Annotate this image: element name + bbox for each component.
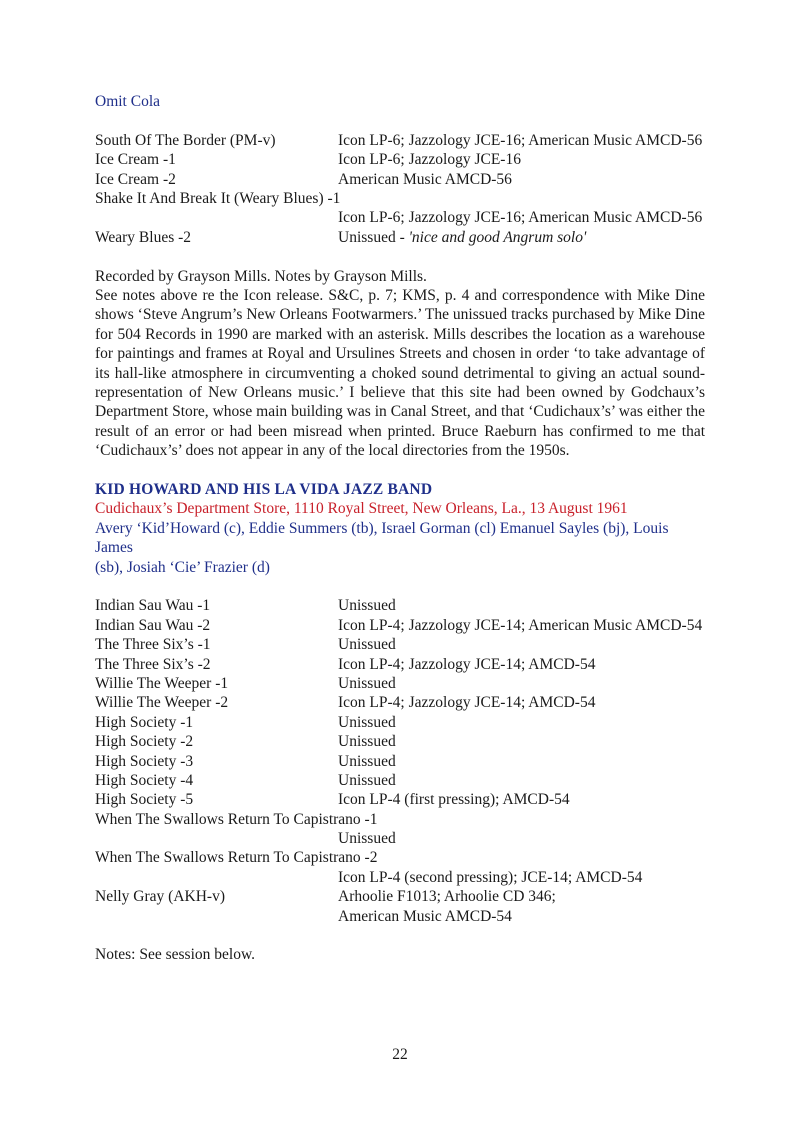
track-title: Shake It And Break It (Weary Blues) -1: [95, 189, 341, 207]
track-title: Nelly Gray (AKH-v): [95, 888, 225, 906]
track-title: [95, 868, 338, 887]
issue-prefix: Unissued -: [338, 228, 409, 246]
track-issue: Unissued: [338, 771, 396, 789]
track-issue: Icon LP-6; Jazzology JCE-16: [338, 151, 521, 169]
session-notes-short: Notes: See session below.: [95, 946, 256, 964]
track-row: [95, 150, 705, 169]
track-issue: Arhoolie F1013; Arhoolie CD 346;: [338, 888, 556, 906]
track-row: [95, 596, 705, 615]
track-issue: Unissued: [338, 674, 396, 692]
notes-paragraph: See notes above re the Icon release. S&C, p. 7; KMS, p. 4 and correspondence with Mike Dine shows ‘Steve Angrum’s New Orleans Footwarmers.’ The unissued tracks purchased by Mike Dine for 504 Records in 1990 are marked with an asterisk. Mills describes the location as a warehouse for paintings and frames at Royal and Ursulines Streets and chosen in order ‘to take advantage of its hall-like atmosphere in circumventing a choked sound detrimental to giving an actual sound-representation of New Orleans music.’ I believe that this site had been owned by Godchaux’s Department Store, whose main building was in Canal Street, and that ‘Cudichaux’s’ was either the result of an error or had been misread when printed. Bruce Raeburn has confirmed to me that ‘Cudichaux’s’ does not appear in any of the local directories from the 1950s.: [95, 286, 705, 460]
track-row: [95, 170, 705, 189]
track-title: Ice Cream -2: [95, 170, 176, 188]
track-title: The Three Six’s -2: [95, 655, 211, 673]
track-row: [95, 848, 705, 867]
track-row: [95, 907, 705, 926]
recorded-by: Recorded by Grayson Mills. Notes by Grayson Mills.: [95, 267, 427, 285]
personnel-line: (sb), Josiah ‘Cie’ Frazier (d): [95, 558, 270, 576]
track-list-session2: [95, 596, 705, 926]
band-heading: KID HOWARD AND HIS LA VIDA JAZZ BAND: [95, 480, 433, 498]
track-issue: Icon LP-4; Jazzology JCE-14; AMCD-54: [338, 655, 596, 673]
track-title: High Society -1: [95, 713, 194, 731]
session-notes: [95, 267, 705, 461]
track-title: Indian Sau Wau -2: [95, 616, 211, 634]
track-row: [95, 131, 705, 150]
track-row: [95, 713, 705, 732]
omit-note: Omit Cola: [95, 93, 161, 110]
track-issue: Icon LP-4 (first pressing); AMCD-54: [338, 791, 570, 809]
track-issue: Unissued: [338, 752, 396, 770]
track-issue: American Music AMCD-54: [338, 907, 512, 925]
track-issue: American Music AMCD-56: [338, 170, 512, 188]
track-title: Ice Cream -1: [95, 151, 176, 169]
track-title: High Society -5: [95, 791, 194, 809]
track-row: [95, 810, 705, 829]
track-row: [95, 829, 705, 848]
track-list-session1: [95, 131, 705, 247]
track-row: [95, 674, 705, 693]
track-issue: Unissued: [338, 733, 396, 751]
track-issue: Icon LP-6; Jazzology JCE-16; American Music AMCD-56: [338, 209, 703, 227]
track-row: [95, 887, 705, 906]
track-issue: Unissued: [338, 830, 396, 848]
track-row: [95, 732, 705, 751]
track-title: Indian Sau Wau -1: [95, 597, 211, 615]
track-title: South Of The Border (PM-v): [95, 131, 276, 149]
track-title: The Three Six’s -1: [95, 636, 211, 654]
track-title: Weary Blues -2: [95, 228, 192, 246]
track-row: [95, 752, 705, 771]
session-location: Cudichaux’s Department Store, 1110 Royal Street, New Orleans, La., 13 August 1961: [95, 500, 628, 518]
track-issue: Icon LP-4; Jazzology JCE-14; AMCD-54: [338, 694, 596, 712]
track-issue: [338, 228, 705, 247]
track-issue: Unissued: [338, 713, 396, 731]
track-issue: Unissued: [338, 597, 396, 615]
track-title: Willie The Weeper -1: [95, 674, 229, 692]
track-title: High Society -4: [95, 771, 194, 789]
track-row: [95, 868, 705, 887]
track-issue: Icon LP-6; Jazzology JCE-16; American Music AMCD-56: [338, 131, 703, 149]
track-title: When The Swallows Return To Capistrano -1: [95, 810, 378, 828]
track-row: [95, 616, 705, 635]
track-title: [95, 208, 338, 227]
track-title: Willie The Weeper -2: [95, 694, 229, 712]
track-issue: Icon LP-4; Jazzology JCE-14; American Music AMCD-54: [338, 616, 703, 634]
track-title: High Society -3: [95, 752, 194, 770]
track-title: [95, 829, 338, 848]
track-row: [95, 655, 705, 674]
track-row: [95, 771, 705, 790]
track-row: [95, 693, 705, 712]
personnel-line: Avery ‘Kid’Howard (c), Eddie Summers (tb), Israel Gorman (cl) Emanuel Sayles (bj), Louis James: [95, 519, 669, 557]
document-page: [95, 92, 705, 965]
track-title: When The Swallows Return To Capistrano -2: [95, 849, 378, 867]
track-row: [95, 208, 705, 227]
track-row: [95, 790, 705, 809]
track-title: High Society -2: [95, 733, 194, 751]
track-issue: Unissued: [338, 636, 396, 654]
page-number: 22: [392, 1046, 408, 1063]
track-row: [95, 189, 705, 208]
track-title: [95, 907, 338, 926]
track-issue: Icon LP-4 (second pressing); JCE-14; AMCD-54: [338, 868, 643, 886]
track-row: [95, 228, 705, 247]
track-row: [95, 635, 705, 654]
issue-quote: 'nice and good Angrum solo': [408, 228, 587, 246]
